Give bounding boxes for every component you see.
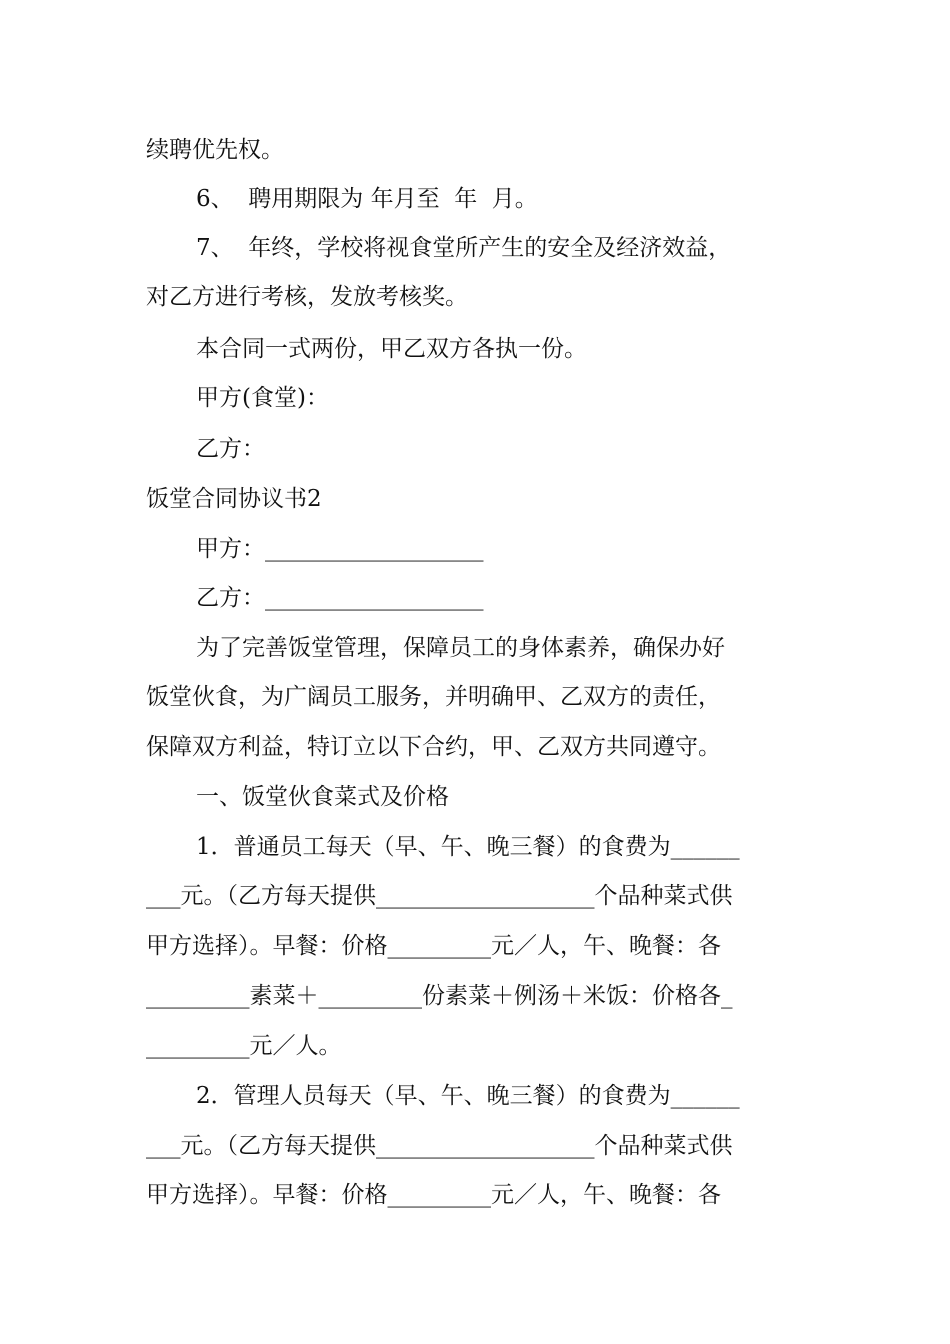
text-line: _________元／人。 [146, 1033, 342, 1059]
text-line: 饭堂伙食，为广阔员工服务，并明确甲、乙双方的责任， [146, 684, 721, 710]
text-line: 甲方选择）。早餐：价格_________元／人，午、晚餐：各 [146, 933, 721, 959]
text-line: 续聘优先权。 [146, 137, 284, 163]
text-line: ___元。（乙方每天提供___________________个品种菜式供 [146, 1133, 733, 1159]
text-line: 保障双方利益，特订立以下合约，甲、乙双方共同遵守。 [146, 734, 721, 760]
text-line: 对乙方进行考核，发放考核奖。 [146, 284, 468, 310]
text-line: 本合同一式两份，甲乙双方各执一份。 [196, 336, 587, 362]
text-line: _________素菜＋_________份素菜＋例汤＋米饭：价格各_ [146, 983, 733, 1009]
party-a-line: 甲方：___________________ [196, 536, 484, 562]
text-line: 乙方： [196, 436, 265, 462]
text-line: 甲方(食堂)： [196, 385, 329, 411]
text-line: 甲方选择）。早餐：价格_________元／人，午、晚餐：各 [146, 1182, 721, 1208]
party-b-line: 乙方：___________________ [196, 585, 484, 611]
text-line: ___元。（乙方每天提供___________________个品种菜式供 [146, 883, 733, 909]
section-title: 饭堂合同协议书2 [146, 486, 322, 512]
text-line: 2．管理人员每天（早、午、晚三餐）的食费为______ [196, 1083, 740, 1109]
text-line: 7、 年终，学校将视食堂所产生的安全及经济效益， [196, 235, 732, 261]
text-line: 为了完善饭堂管理，保障员工的身体素养，确保办好 [196, 635, 725, 661]
text-line: 6、 聘用期限为 年月至 年 月。 [196, 186, 538, 212]
clause-heading: 一、饭堂伙食菜式及价格 [196, 784, 449, 810]
text-line: 1．普通员工每天（早、午、晚三餐）的食费为______ [196, 834, 740, 860]
